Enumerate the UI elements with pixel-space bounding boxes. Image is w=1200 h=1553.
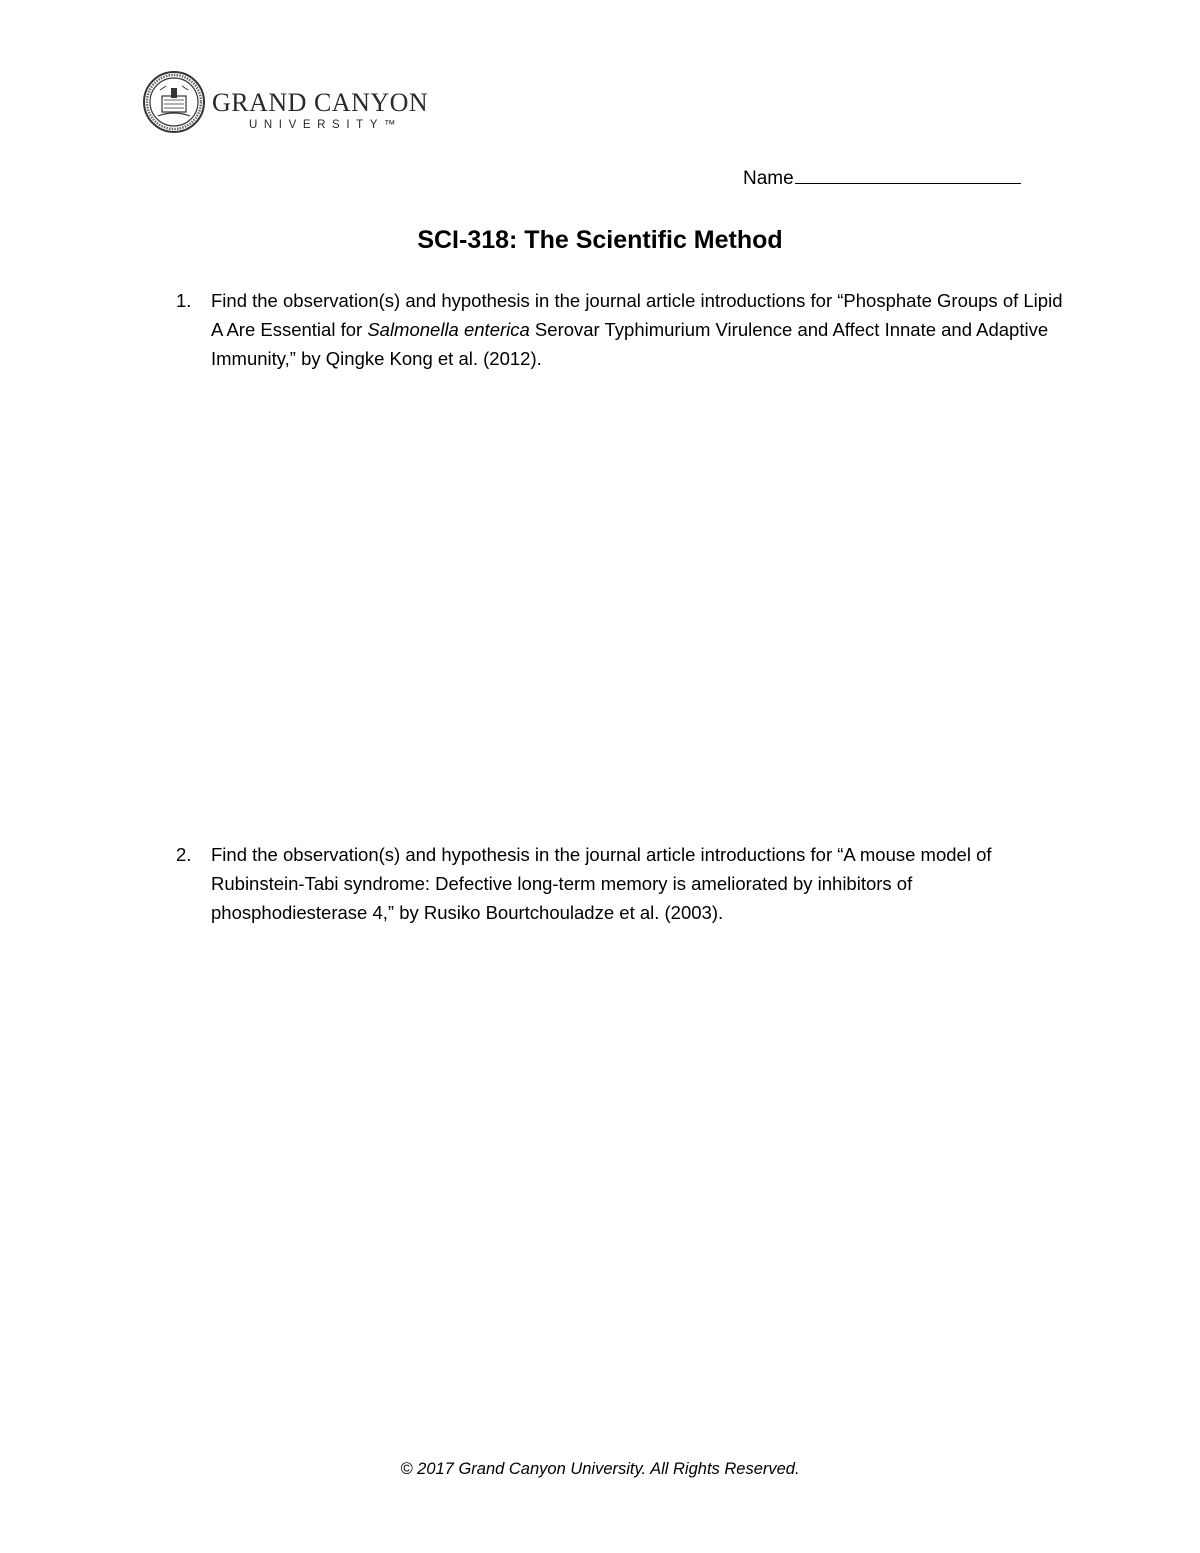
question-text-part: Find the observation(s) and hypothesis in the journal article introductions for “Phosphate Groups of Lipid A Are Essential for (211, 290, 1063, 340)
name-field[interactable] (743, 166, 1021, 190)
question-text-part: Serovar Typhimurium Virulence and Affect Innate and Adaptive Immunity,” by Qingke Kong et al. (2012). (211, 319, 1049, 369)
question-1 (172, 286, 1072, 373)
logo-wordmark: GRAND CANYON (212, 88, 429, 117)
page-title: SCI-318: The Scientific Method (417, 226, 783, 254)
species-name: Salmonella enterica (367, 319, 530, 340)
question-2 (172, 840, 1072, 927)
university-logo (142, 70, 432, 136)
name-label: Name (743, 168, 794, 189)
question-text: Find the observation(s) and hypothesis in the journal article introductions for “A mouse model of Rubinstein-Tabi syndrome: Defective long-term memory is ameliorated by inhibitors of phosphodiesterase 4,” by Rusiko Bourtchouladze et al. (2003). (211, 844, 992, 923)
question-number: 1. (176, 290, 192, 311)
question-number: 2. (176, 844, 192, 865)
copyright-footer: © 2017 Grand Canyon University. All Rights Reserved. (400, 1460, 800, 1478)
question-text (211, 286, 1072, 373)
logo-subtitle: UNIVERSITY™ (249, 119, 403, 131)
university-seal-icon (142, 70, 206, 134)
name-blank-line[interactable] (795, 166, 1021, 184)
